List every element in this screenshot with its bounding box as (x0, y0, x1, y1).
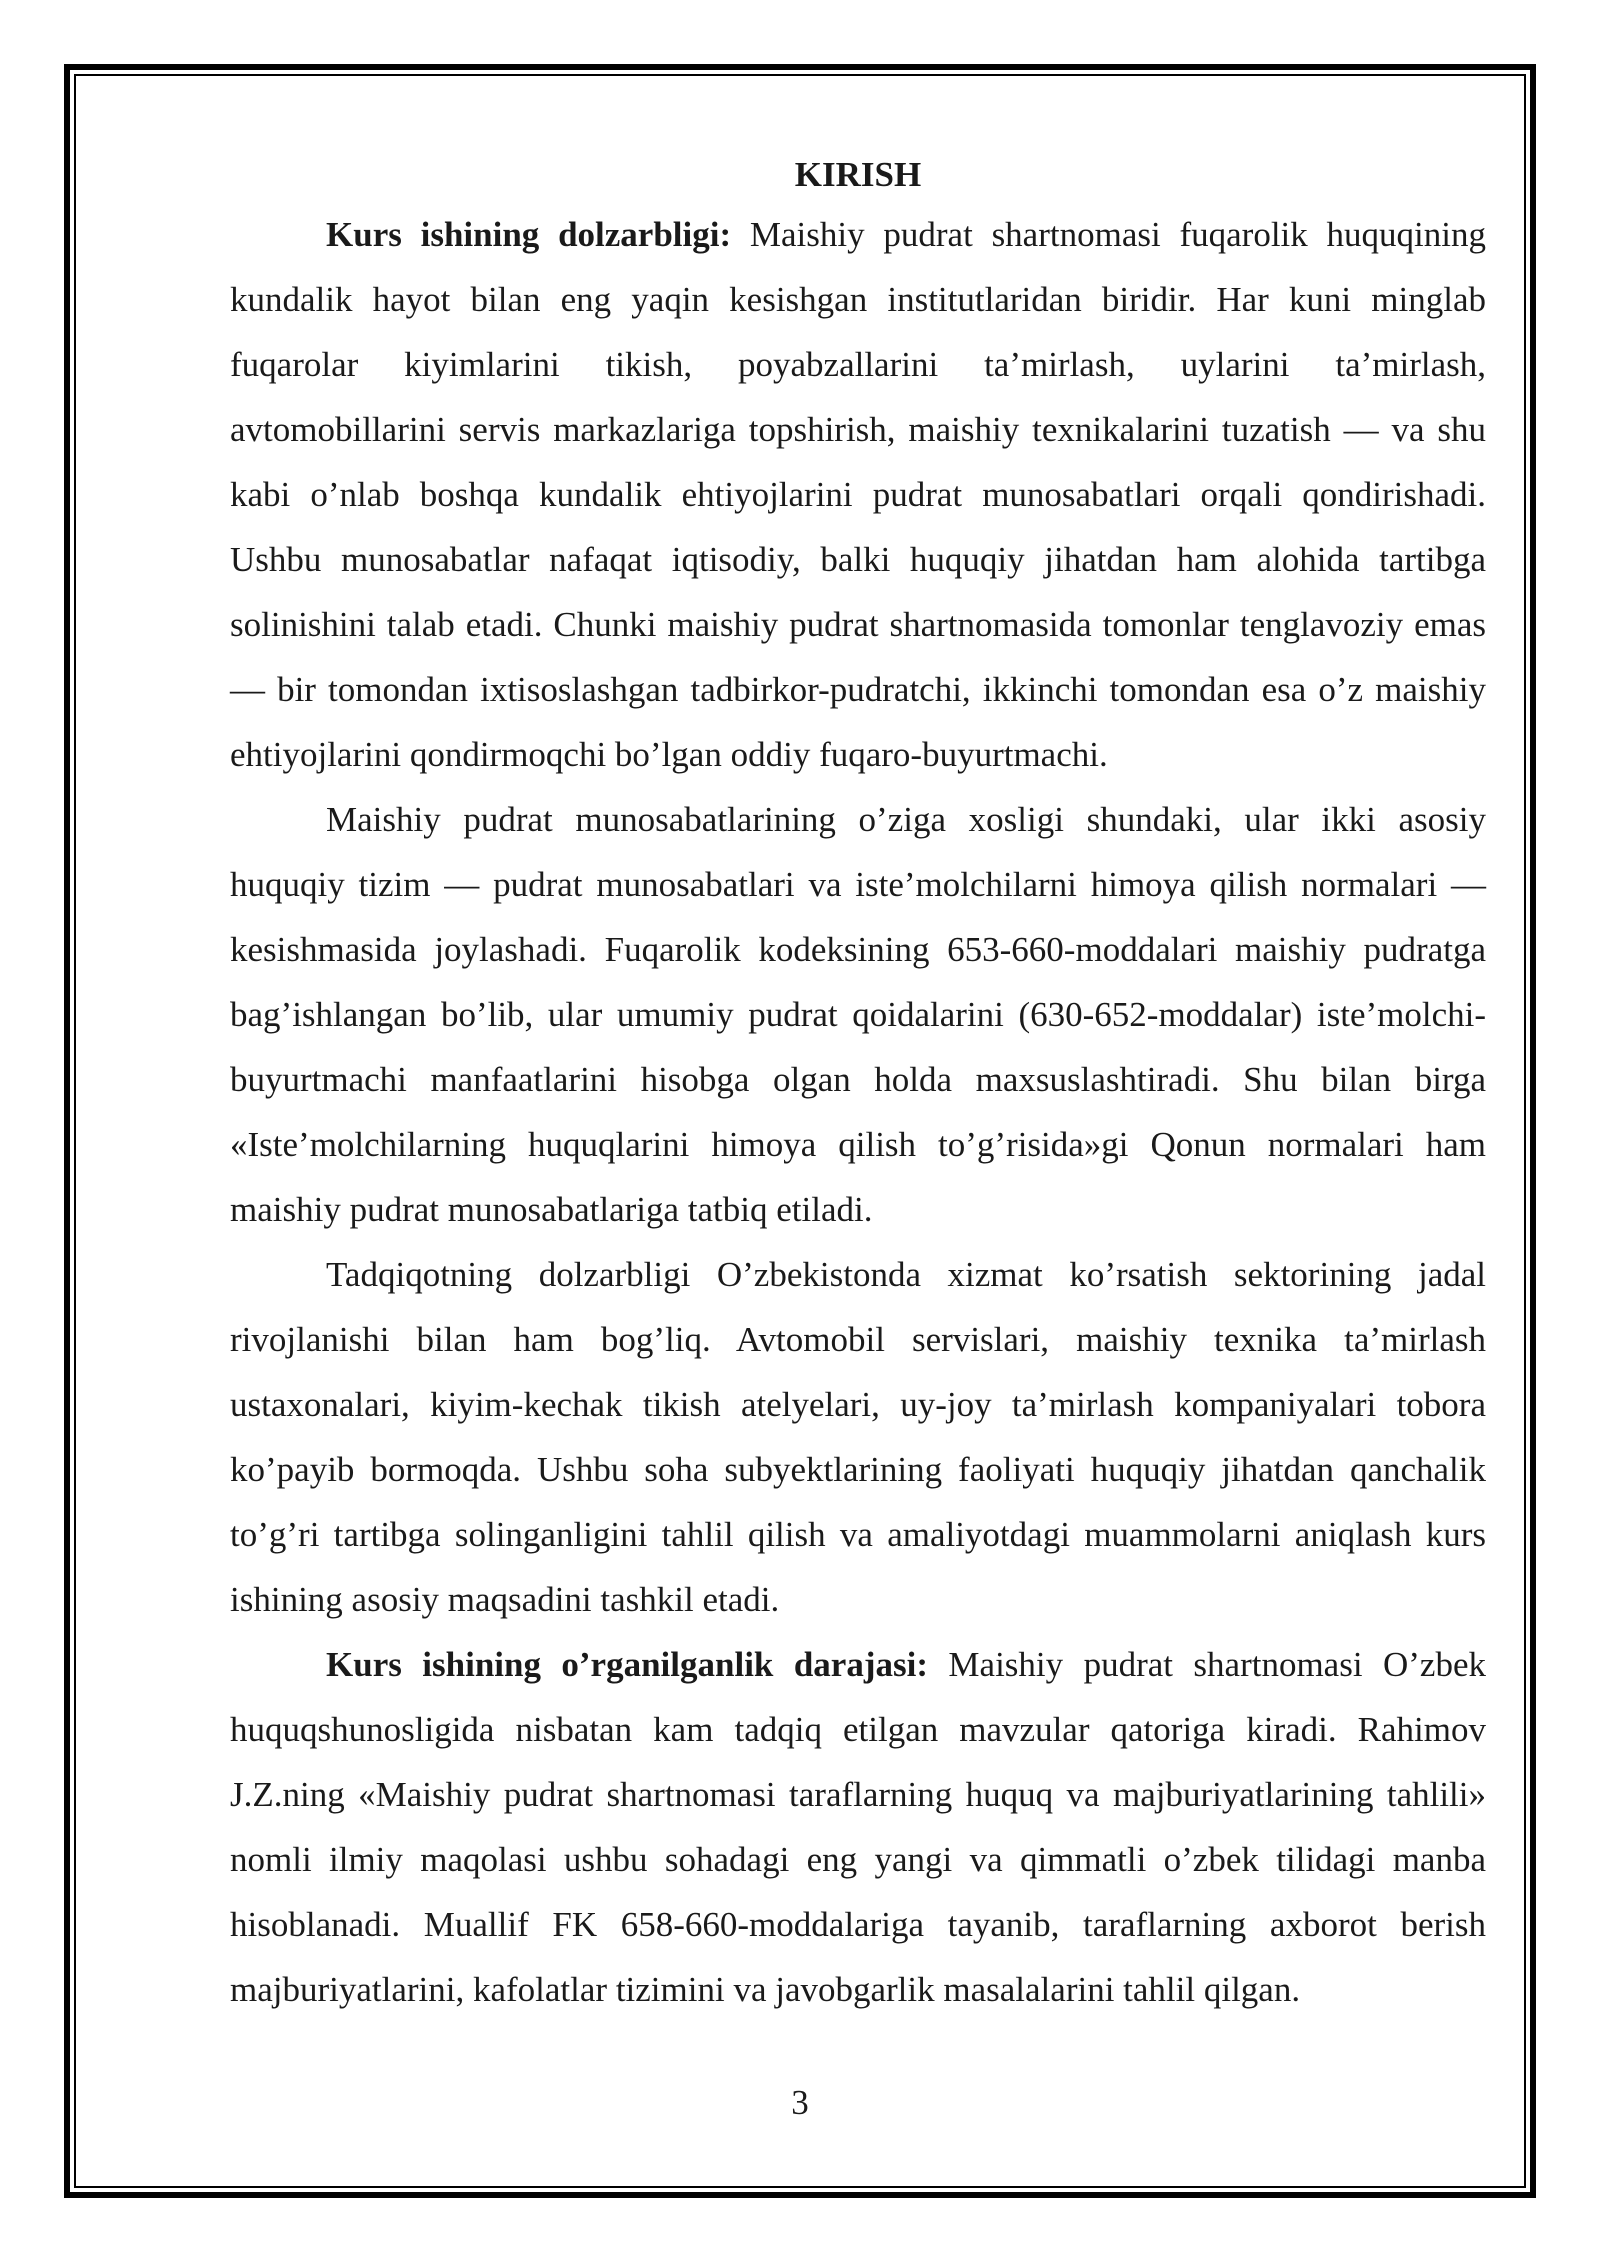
paragraph-research-relevance (230, 1242, 1486, 1632)
page-number: 3 (791, 2083, 809, 2122)
paragraph-study-level (230, 1632, 1486, 2022)
paragraph-text: Maishiy pudrat munosabatlarining o’ziga xosligi shundaki, ular ikki asosiy huquqiy tizim — pudrat munosabatlari va iste’molchilarni himoya qilish normalari — kesishmasida joylashadi. Fuqarolik kodeksining 653-660-moddalari maishiy pudratga bag’ishlangan bo’lib, ular umumiy pudrat qoidalarini (630-652-moddalar) iste’molchi-buyurtmachi manfaatlarini hisobga olgan holda maxsuslashtiradi. Shu bilan birga «Iste’molchilarning huquqlarini himoya qilish to’g’risida»gi Qonun normalari ham maishiy pudrat munosabatlariga tatbiq etiladi. (230, 800, 1486, 1229)
section-heading: KIRISH (794, 155, 922, 194)
paragraph-lead: Kurs ishining o’rganilganlik darajasi: (326, 1645, 928, 1684)
paragraph-text: Maishiy pudrat shartnomasi fuqarolik huquqining kundalik hayot bilan eng yaqin kesishgan institutlaridan biridir. Har kuni minglab fuqarolar kiyimlarini tikish, poyabzallarini ta’mirlash, uylarini ta’mirlash, avtomobillarini servis markazlariga topshirish, maishiy texnikalarini tuzatish — va shu kabi o’nlab boshqa kundalik ehtiyojlarini pudrat munosabatlari orqali qondirishadi. Ushbu munosabatlar nafaqat iqtisodiy, balki huquqiy jihatdan ham alohida tartibga solinishini talab etadi. Chunki maishiy pudrat shartnomasida tomonlar tenglavoziy emas — bir tomondan ixtisoslashgan tadbirkor-pudratchi, ikkinchi tomondan esa o’z maishiy ehtiyojlarini qondirmoqchi bo’lgan oddiy fuqaro-buyurtmachi. (230, 215, 1486, 774)
document-body (230, 148, 1486, 2022)
paragraph-lead: Kurs ishining dolzarbligi: (326, 215, 732, 254)
paragraph-text: Maishiy pudrat shartnomasi O’zbek huquqshunosligida nisbatan kam tadqiq etilgan mavzular qatoriga kiradi. Rahimov J.Z.ning «Maishiy pudrat shartnomasi taraflarning huquq va majburiyatlarining tahlili» nomli ilmiy maqolasi ushbu sohadagi eng yangi va qimmatli o’zbek tilidagi manba hisoblanadi. Muallif FK 658-660-moddalariga tayanib, taraflarning axborot berish majburiyatlarini, kafolatlar tizimini va javobgarlik masalalarini tahlil qilgan. (230, 1645, 1487, 2009)
paragraph-specifics (230, 787, 1486, 1242)
paragraph-text: Tadqiqotning dolzarbligi O’zbekistonda xizmat ko’rsatish sektorining jadal rivojlanishi bilan ham bog’liq. Avtomobil servislari, maishiy texnika ta’mirlash ustaxonalari, kiyim-kechak tikish atelyelari, uy-joy ta’mirlash kompaniyalari tobora ko’payib bormoqda. Ushbu soha subyektlarining faoliyati huquqiy jihatdan qanchalik to’g’ri tartibga solinganligini tahlil qilish va amaliyotdagi muammolarni aniqlash kurs ishining asosiy maqsadini tashkil etadi. (230, 1255, 1486, 1619)
paragraph-relevance (230, 202, 1486, 787)
